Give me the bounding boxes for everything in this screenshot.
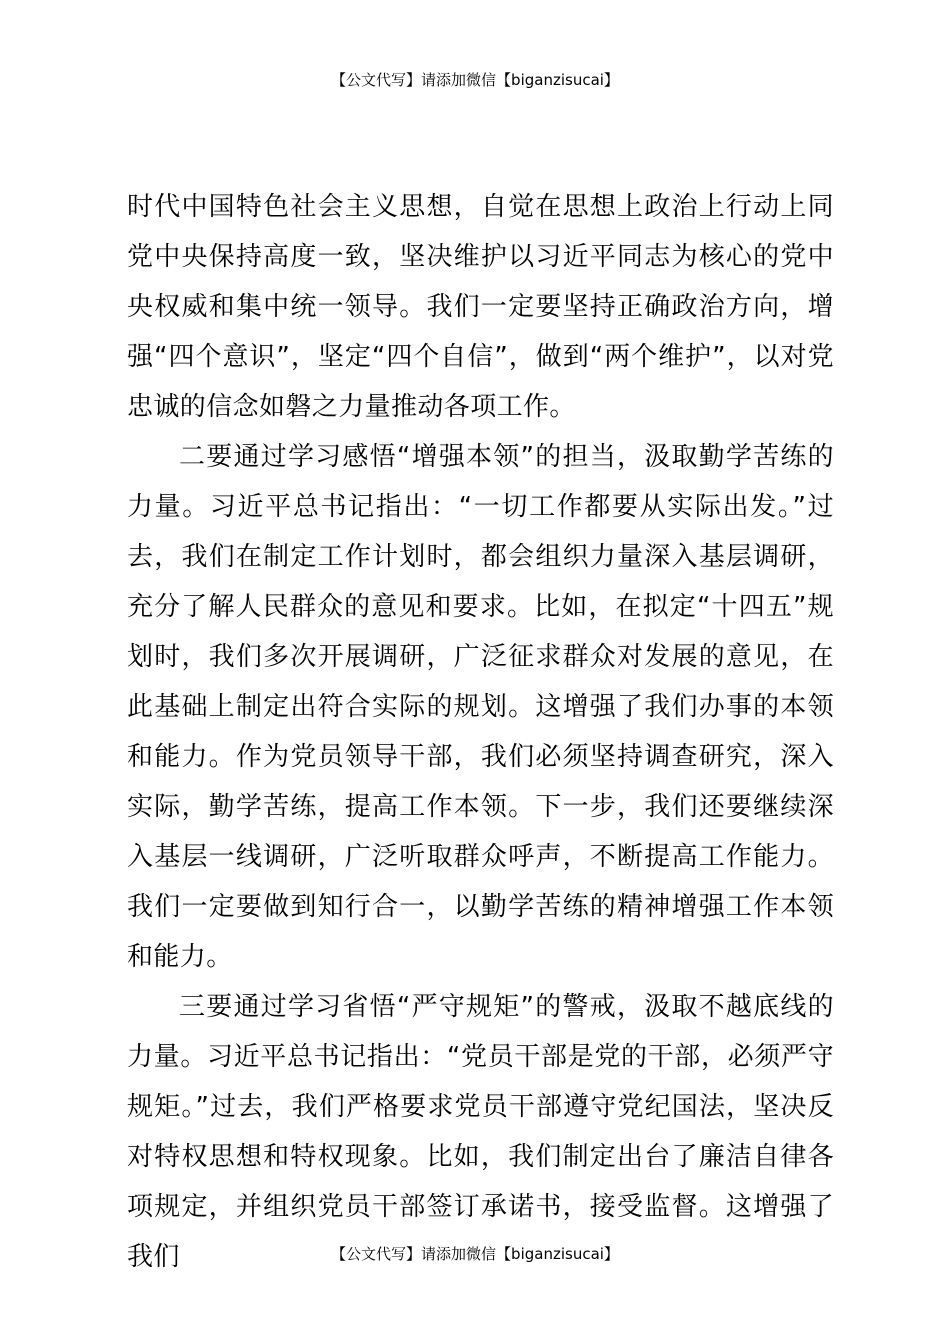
paragraph-third-point: 三要通过学习省悟“严守规矩”的警戒，汲取不越底线的力量。习近平总书记指出：“党员干部是党的干部，必须严守规矩。”过去，我们严格要求党员干部遵守党纪国法，坚决反对特权思想和特权现象。比如，我们制定出台了廉洁自律各项规定，并组织党员干部签订承诺书，接受监督。这增强了我们 (127, 992, 834, 1272)
document-body (127, 182, 834, 1282)
paragraph-second-point: 二要通过学习感悟“增强本领”的担当，汲取勤学苦练的力量。习近平总书记指出：“一切工作都要从实际出发。”过去，我们在制定工作计划时，都会组织力量深入基层调研，充分了解人民群众的意见和要求。比如，在拟定“十四五”规划时，我们多次开展调研，广泛征求群众对发展的意见，在此基础上制定出符合实际的规划。这增强了我们办事的本领和能力。作为党员领导干部，我们必须坚持调查研究，深入实际，勤学苦练，提高工作本领。下一步，我们还要继续深入基层一线调研，广泛听取群众呼声，不断提高工作能力。我们一定要做到知行合一，以勤学苦练的精神增强工作本领和能力。 (127, 442, 834, 972)
paragraph-continuation: 时代中国特色社会主义思想，自觉在思想上政治上行动上同党中央保持高度一致，坚决维护以习近平同志为核心的党中央权威和集中统一领导。我们一定要坚持正确政治方向，增强“四个意识”，坚定“四个自信”，做到“两个维护”，以对党忠诚的信念如磐之力量推动各项工作。 (127, 192, 834, 422)
page-footer: 【公文代写】请添加微信【biganzisucai】 (331, 1245, 619, 1263)
page-header: 【公文代写】请添加微信【biganzisucai】 (331, 71, 619, 89)
